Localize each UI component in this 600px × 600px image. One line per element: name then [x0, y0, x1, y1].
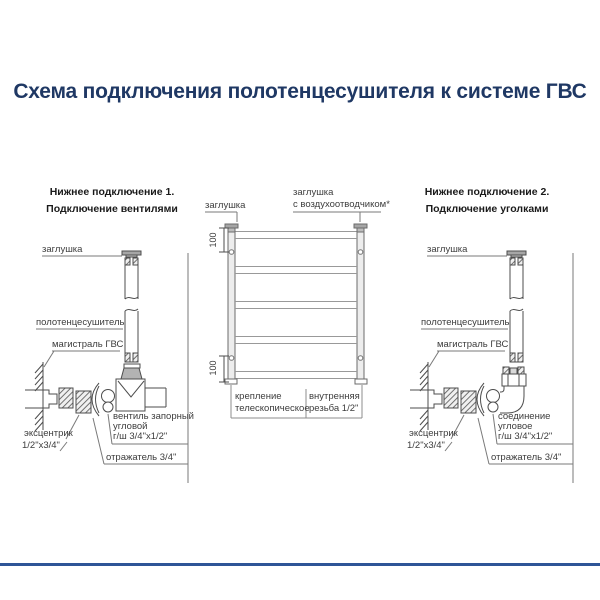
label-thread-line1: внутренняя — [309, 391, 360, 402]
label-elbow-line2: угловое — [498, 421, 533, 432]
label-thread-line2: резьба 1/2" — [309, 403, 359, 414]
union-nut — [102, 390, 115, 403]
dimension-100-top: 100 — [208, 232, 218, 248]
elbow-inner — [500, 386, 504, 392]
wall-hatch — [35, 364, 43, 431]
label-mount-line1: крепление — [235, 391, 282, 402]
label-elbow-line1: соединение — [498, 411, 551, 422]
label-reflector-left: отражатель 3/4" — [106, 452, 177, 463]
supply-pipe — [25, 390, 57, 408]
label-elbow-line3: г/ш 3/4"x1/2" — [498, 431, 553, 442]
left-panel-header-line1: Нижнее подключение 1. — [49, 186, 175, 198]
angle-elbow — [500, 367, 526, 413]
label-cap-right: заглушка — [427, 244, 468, 255]
elbow-nut — [502, 374, 526, 386]
valve-outlet — [145, 388, 166, 407]
riser-cap — [122, 251, 141, 255]
rail-caps — [225, 224, 367, 232]
label-eccentric-size-right: 1/2"x3/4" — [407, 440, 445, 451]
label-cap-center: заглушка — [205, 200, 246, 211]
right-panel-header-line1: Нижнее подключение 2. — [424, 186, 550, 198]
bottom-divider-rule — [0, 563, 600, 566]
label-main-right: магистраль ГВС — [437, 339, 509, 350]
union-nut — [103, 402, 113, 412]
reflector-cup — [92, 383, 99, 416]
eccentric-fitting-2 — [76, 391, 91, 413]
label-airvent-line1: заглушка — [293, 187, 334, 198]
label-valve-line1: вентиль запорный — [113, 411, 194, 422]
angle-valve — [116, 364, 166, 411]
label-valve-line2: угловой — [113, 421, 148, 432]
valve-bonnet — [121, 368, 142, 379]
label-cap-left: заглушка — [42, 244, 83, 255]
label-main-left: магистраль ГВС — [52, 339, 124, 350]
riser-pipe — [122, 251, 141, 362]
pipe-break — [125, 297, 138, 299]
dimension-100-bottom: 100 — [208, 360, 218, 376]
rail-feet — [225, 379, 367, 384]
label-airvent-line2: с воздухоотводчиком* — [293, 199, 390, 210]
eccentric-fitting — [59, 388, 73, 408]
label-rail-left: полотенцесушитель — [36, 317, 125, 328]
label-mount-line2: телескопическое — [235, 403, 310, 414]
right-panel-header-line2: Подключение уголками — [425, 203, 549, 215]
label-reflector-right: отражатель 3/4" — [491, 452, 562, 463]
label-eccentric-right: эксцентрик — [409, 428, 458, 439]
towel-rail — [219, 224, 367, 418]
left-panel-header-line2: Подключение вентилями — [46, 203, 178, 215]
page-title: Схема подключения полотенцесушителя к системе ГВС — [13, 80, 587, 103]
rail-rungs — [235, 232, 357, 379]
label-eccentric-left: эксцентрик — [24, 428, 73, 439]
label-eccentric-size-left: 1/2"x3/4" — [22, 440, 60, 451]
label-rail-right: полотенцесушитель — [421, 317, 510, 328]
pipe-break — [125, 309, 138, 311]
label-valve-line3: г/ш 3/4"x1/2" — [113, 431, 168, 442]
